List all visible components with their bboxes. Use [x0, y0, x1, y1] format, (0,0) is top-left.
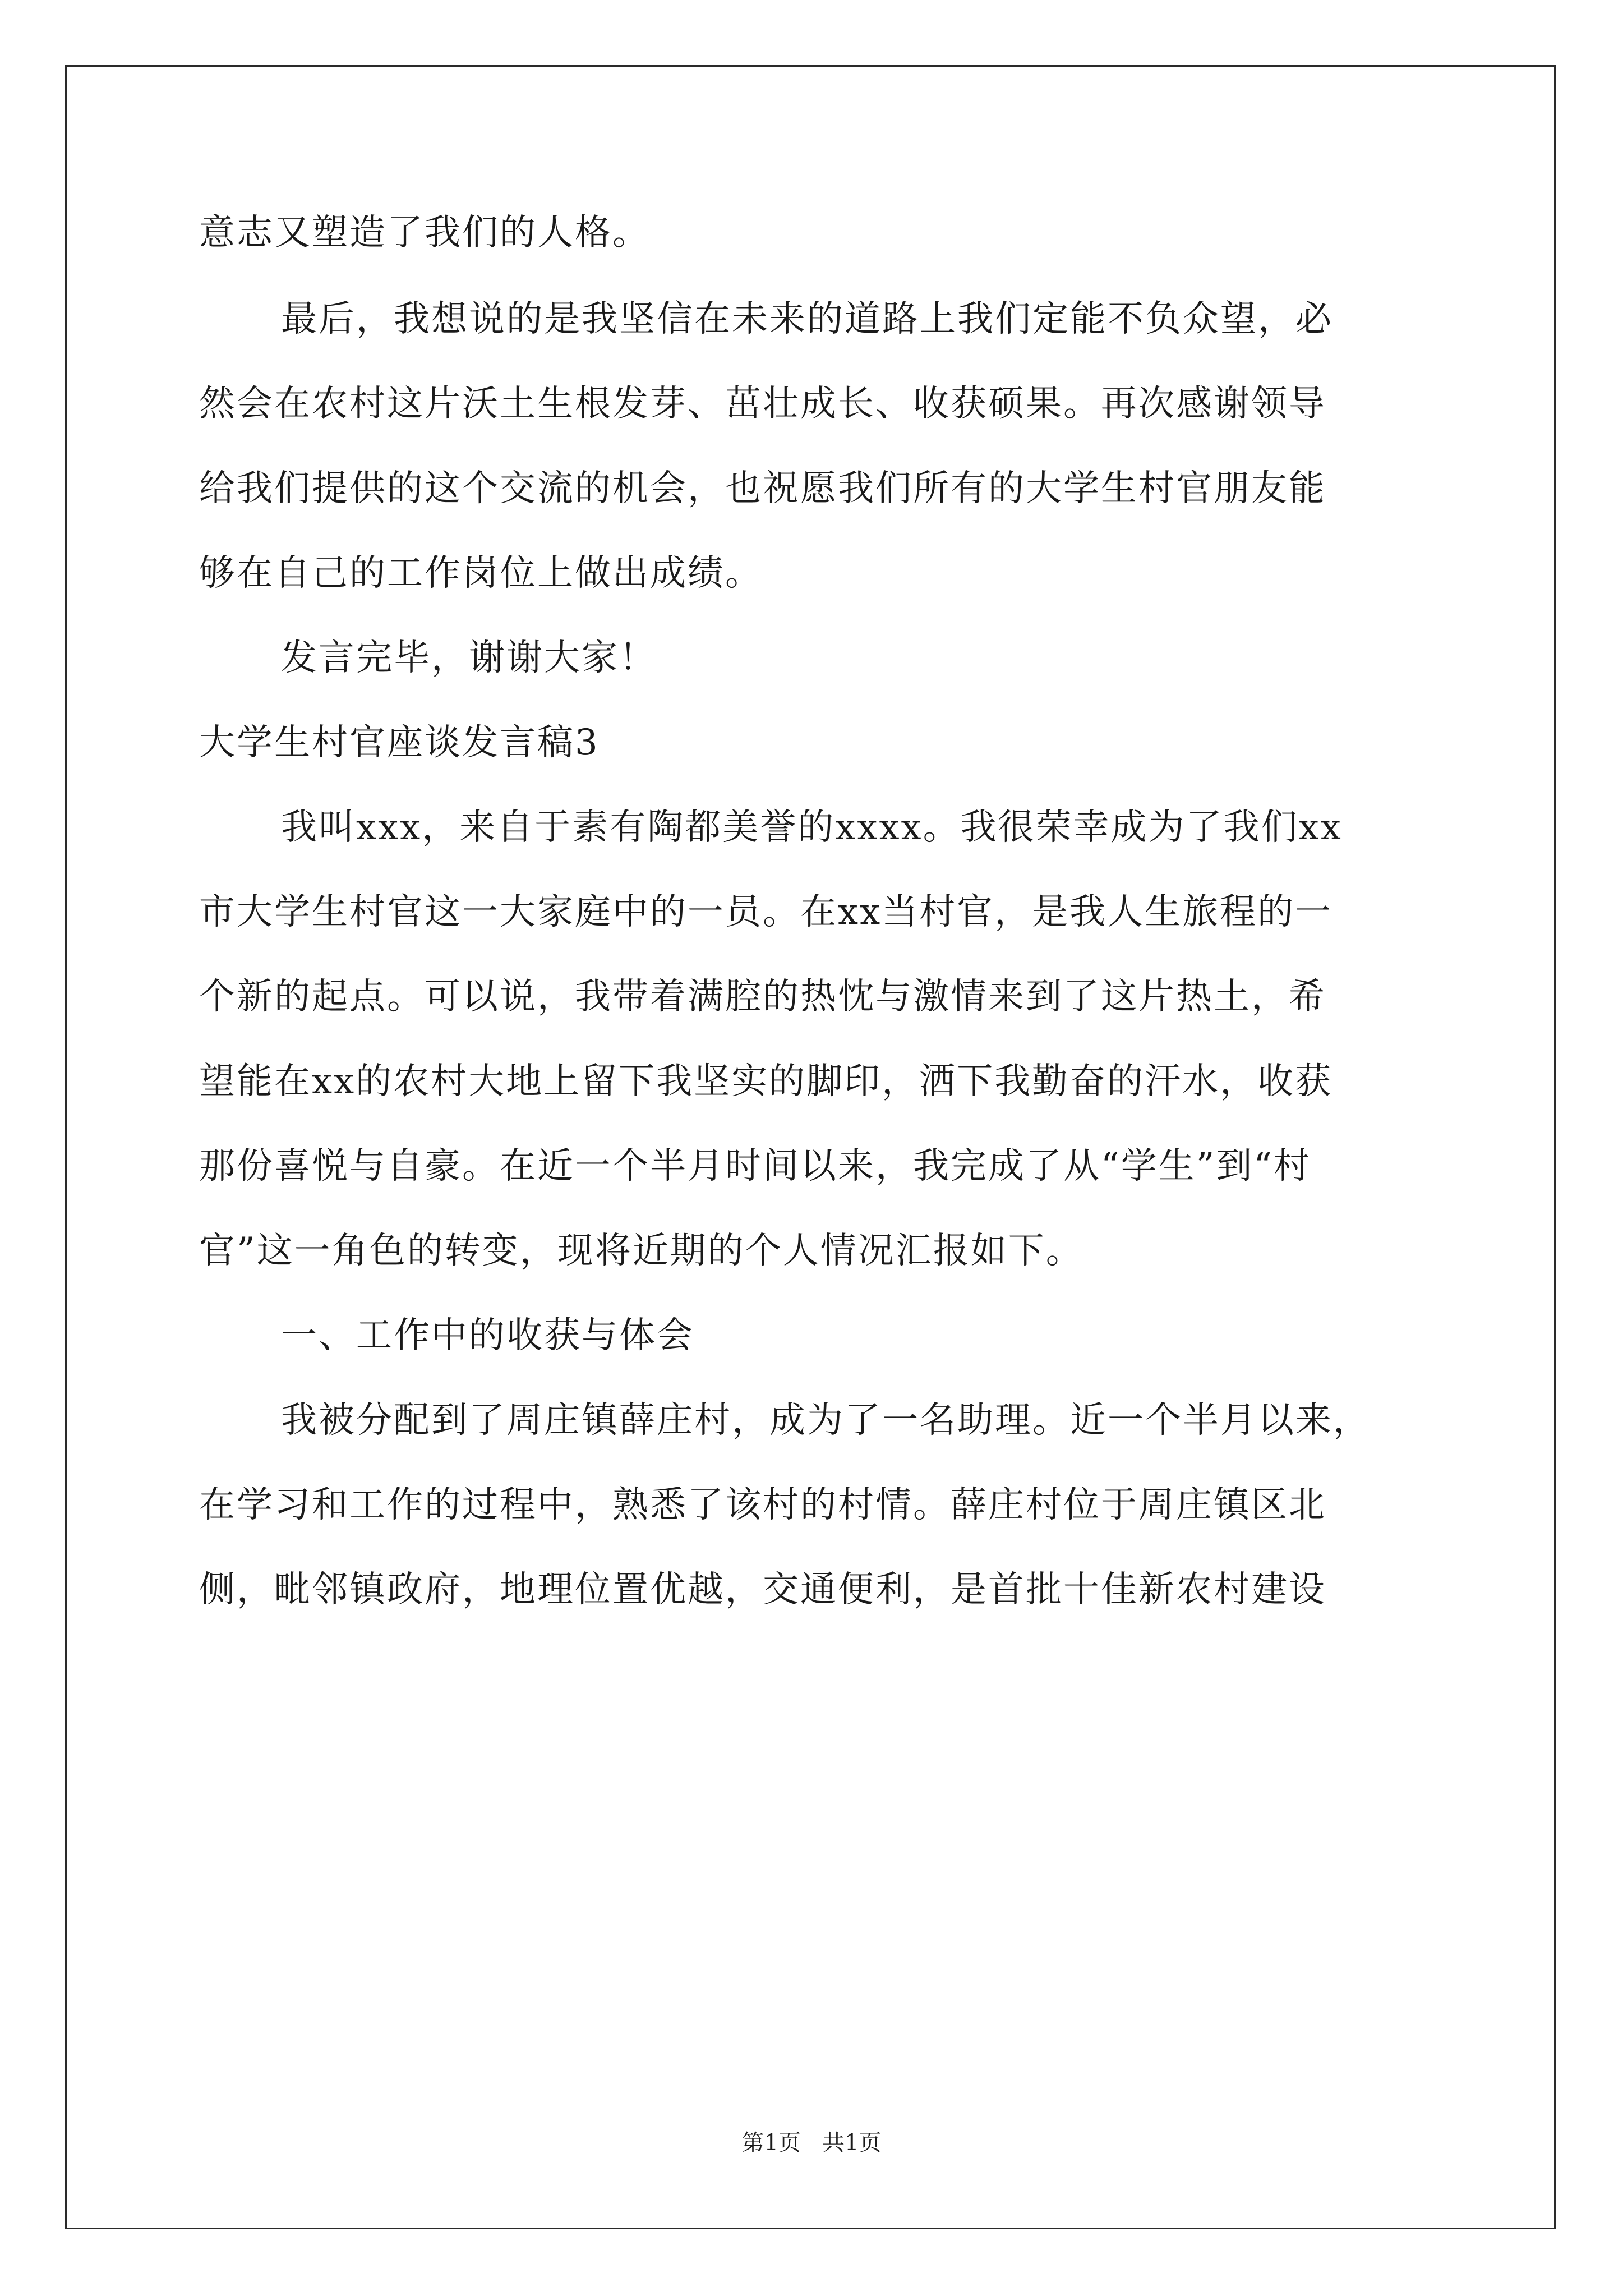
subsection-heading: 一、工作中的收获与体会 [281, 1315, 694, 1356]
paragraph-line: 给我们提供的这个交流的机会，也祝愿我们所有的大学生村官朋友能 [199, 468, 1326, 509]
paragraph-line: 个新的起点。可以说，我带着满腔的热忱与激情来到了这片热土，希 [199, 976, 1326, 1018]
paragraph-line: 侧，毗邻镇政府，地理位置优越，交通便利，是首批十佳新农村建设 [199, 1569, 1326, 1611]
paragraph-line: 那份喜悦与自豪。在近一个半月时间以来，我完成了从“学生”到“村 [199, 1145, 1312, 1187]
paragraph-line: 我被分配到了周庄镇薛庄村，成为了一名助理。近一个半月以来， [281, 1400, 1371, 1441]
paragraph-line: 我叫xxx，来自于素有陶都美誉的xxxx。我很荣幸成为了我们xx [281, 807, 1343, 848]
paragraph-line: 市大学生村官这一大家庭中的一员。在xx当村官，是我人生旅程的一 [199, 891, 1333, 933]
paragraph-line: 在学习和工作的过程中，熟悉了该村的村情。薛庄村位于周庄镇区北 [199, 1484, 1326, 1526]
paragraph-line: 官”这一角色的转变，现将近期的个人情况汇报如下。 [199, 1230, 1083, 1272]
section-heading: 大学生村官座谈发言稿3 [199, 722, 600, 763]
page-footer: 第1页 共1页 [741, 2130, 882, 2156]
paragraph-line: 望能在xx的农村大地上留下我坚实的脚印，洒下我勤奋的汗水，收获 [199, 1061, 1333, 1102]
paragraph-line: 够在自己的工作岗位上做出成绩。 [199, 553, 763, 594]
paragraph-line: 发言完毕，谢谢大家！ [281, 637, 657, 679]
paragraph-line: 然会在农村这片沃土生根发芽、茁壮成长、收获硕果。再次感谢领导 [199, 383, 1326, 425]
paragraph-line: 意志又塑造了我们的人格。 [199, 212, 650, 254]
paragraph-line: 最后，我想说的是我坚信在未来的道路上我们定能不负众望，必 [281, 298, 1333, 340]
